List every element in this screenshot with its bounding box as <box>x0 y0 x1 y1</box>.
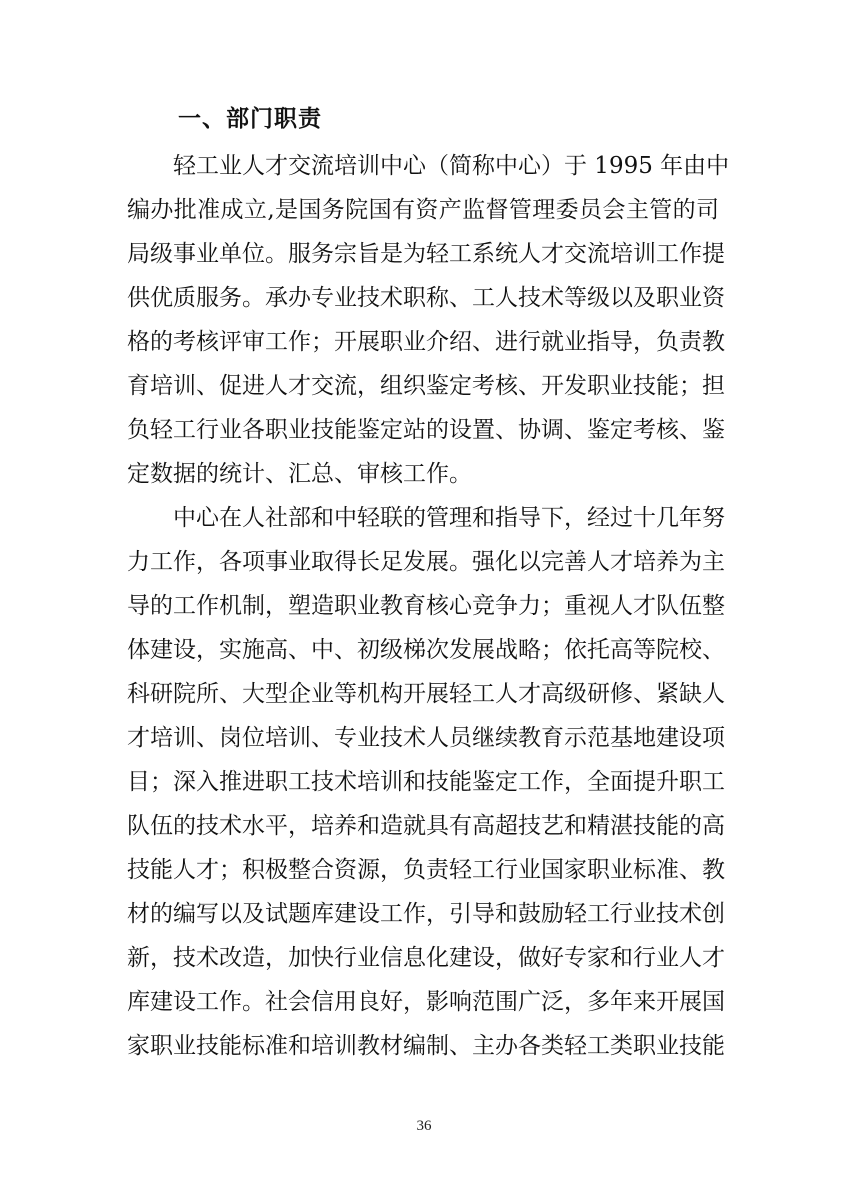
paragraph-line: 队伍的技术水平，培养和造就具有高超技艺和精湛技能的高 <box>127 813 725 839</box>
paragraph-line: 定数据的统计、汇总、审核工作。 <box>127 461 472 487</box>
paragraph-line: 育培训、促进人才交流，组织鉴定考核、开发职业技能；担 <box>127 373 725 399</box>
section-heading: 一、部门职责 <box>178 106 322 132</box>
paragraph-line: 库建设工作。社会信用良好，影响范围广泛，多年来开展国 <box>127 989 725 1015</box>
paragraph-line: 力工作，各项事业取得长足发展。强化以完善人才培养为主 <box>127 549 725 575</box>
paragraph-line: 材的编写以及试题库建设工作，引导和鼓励轻工行业技术创 <box>127 901 725 927</box>
paragraph-line: 体建设，实施高、中、初级梯次发展战略；依托高等院校、 <box>127 637 725 663</box>
paragraph-line: 编办批准成立,是国务院国有资产监督管理委员会主管的司 <box>127 197 719 223</box>
paragraph-line: 目；深入推进职工技术培训和技能鉴定工作，全面提升职工 <box>127 769 725 795</box>
paragraph-line: 轻工业人才交流培训中心（简称中心）于 1995 年由中 <box>173 153 730 179</box>
paragraph-line: 格的考核评审工作；开展职业介绍、进行就业指导，负责教 <box>127 329 725 355</box>
paragraph-line: 负轻工行业各职业技能鉴定站的设置、协调、鉴定考核、鉴 <box>127 417 725 443</box>
paragraph-line: 技能人才；积极整合资源，负责轻工行业国家职业标准、教 <box>127 857 725 883</box>
paragraph-line: 供优质服务。承办专业技术职称、工人技术等级以及职业资 <box>127 285 725 311</box>
paragraph-line: 导的工作机制，塑造职业教育核心竞争力；重视人才队伍整 <box>127 593 725 619</box>
page-number: 36 <box>416 1118 432 1134</box>
paragraph-line: 新，技术改造，加快行业信息化建设，做好专家和行业人才 <box>127 945 725 971</box>
paragraph-line: 局级事业单位。服务宗旨是为轻工系统人才交流培训工作提 <box>127 241 725 267</box>
paragraph-line: 家职业技能标准和培训教材编制、主办各类轻工类职业技能 <box>127 1033 725 1059</box>
paragraph-line: 中心在人社部和中轻联的管理和指导下，经过十几年努 <box>173 505 725 531</box>
paragraph-line: 才培训、岗位培训、专业技术人员继续教育示范基地建设项 <box>127 725 725 751</box>
paragraph-line: 科研院所、大型企业等机构开展轻工人才高级研修、紧缺人 <box>127 681 725 707</box>
